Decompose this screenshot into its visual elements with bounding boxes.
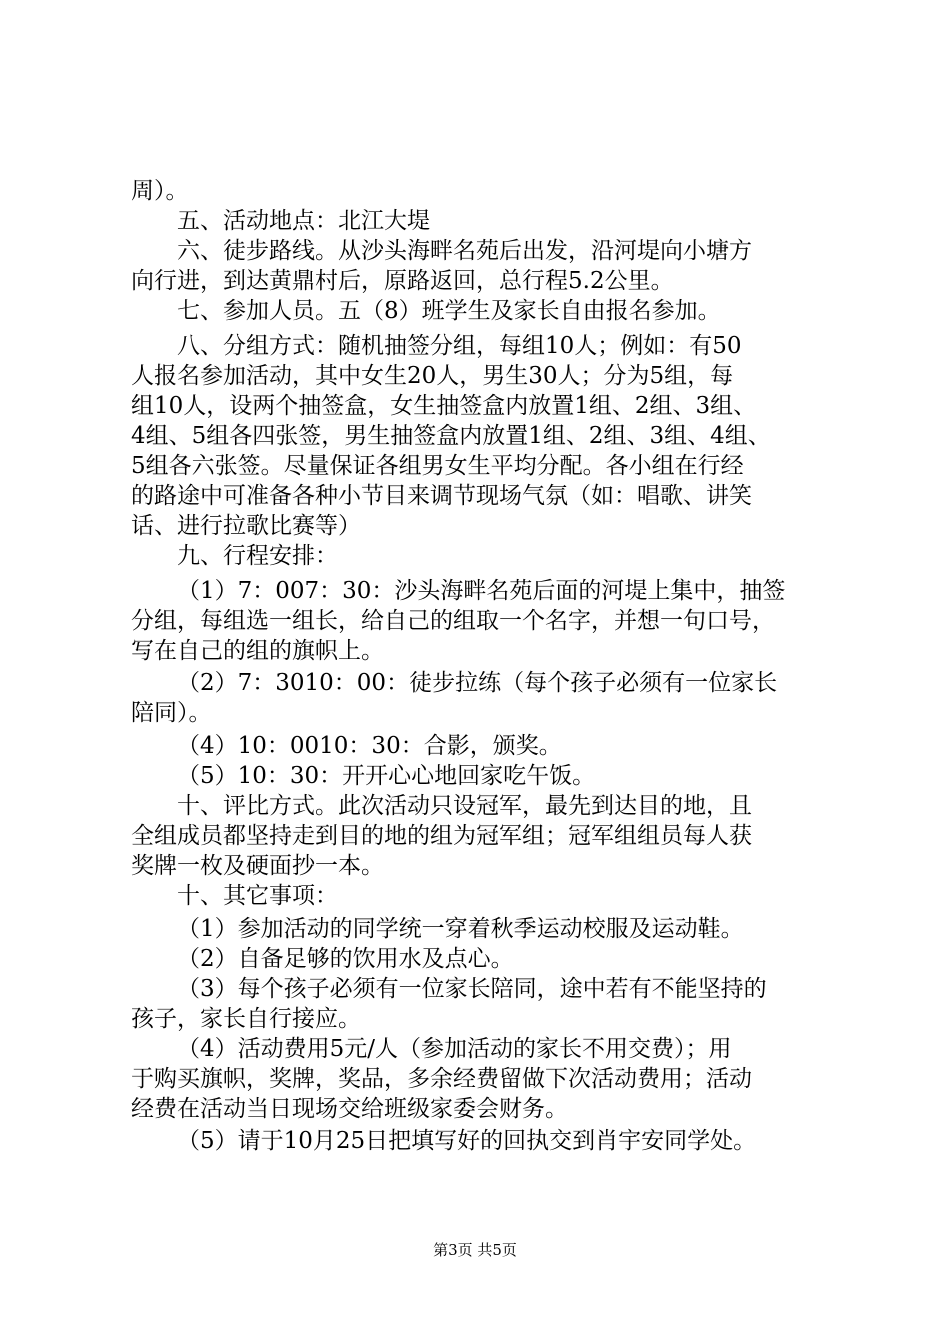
text-line: 陪同）。 — [131, 700, 212, 726]
text-line: 孩子，家长自行接应。 — [131, 1006, 361, 1032]
text-line: 全组成员都坚持走到目的地的组为冠军组；冠军组组员每人获 — [131, 823, 752, 849]
text-line: 九、行程安排： — [177, 543, 338, 569]
text-line: 经费在活动当日现场交给班级家委会财务。 — [131, 1096, 568, 1122]
text-line: 4组、5组各四张签，男生抽签盒内放置1组、2组、3组、4组、 — [131, 423, 771, 449]
text-line: （3）每个孩子必须有一位家长陪同，途中若有不能坚持的 — [177, 976, 767, 1002]
text-line: 人报名参加活动，其中女生20人，男生30人；分为5组，每 — [131, 363, 734, 389]
text-line: 周）。 — [131, 178, 189, 204]
text-line: （5）请于10月25日把填写好的回执交到肖宇安同学处。 — [177, 1128, 757, 1154]
text-line: 5组各六张签。尽量保证各组男女生平均分配。各小组在行经 — [131, 453, 744, 479]
page-number: 第3页 共5页 — [433, 1241, 517, 1259]
text-line: 十、评比方式。此次活动只设冠军，最先到达目的地，且 — [177, 793, 752, 819]
text-line: （2）7：3010：00：徒步拉练（每个孩子必须有一位家长 — [177, 670, 778, 696]
text-line: （1）参加活动的同学统一穿着秋季运动校服及运动鞋。 — [177, 916, 744, 942]
text-line: 向行进，到达黄鼎村后，原路返回，总行程5.2公里。 — [131, 268, 674, 294]
text-line: （2）自备足够的饮用水及点心。 — [177, 946, 514, 972]
text-line: （1）7：007：30：沙头海畔名苑后面的河堤上集中，抽签 — [177, 578, 786, 604]
text-line: 组10人，设两个抽签盒，女生抽签盒内放置1组、2组、3组、 — [131, 393, 757, 419]
text-line: （4）10：0010：30：合影，颁奖。 — [177, 733, 562, 759]
text-line: 八、分组方式：随机抽签分组，每组10人；例如：有50 — [177, 333, 742, 359]
text-line: 写在自己的组的旗帜上。 — [131, 638, 384, 664]
text-line: 十、其它事项： — [177, 883, 338, 909]
text-line: 的路途中可准备各种小节目来调节现场气氛（如：唱歌、讲笑 — [131, 483, 752, 509]
text-line: 五、活动地点：北江大堤 — [177, 208, 430, 234]
text-line: （5）10：30：开开心心地回家吃午饭。 — [177, 763, 596, 789]
text-line: 奖牌一枚及硬面抄一本。 — [131, 853, 384, 879]
text-line: 分组，每组选一组长，给自己的组取一个名字，并想一句口号， — [131, 608, 775, 634]
text-line: 话、进行拉歌比赛等） — [131, 513, 361, 539]
text-line: （4）活动费用5元/人（参加活动的家长不用交费）；用 — [177, 1036, 732, 1062]
text-line: 于购买旗帜，奖牌，奖品，多余经费留做下次活动费用；活动 — [131, 1066, 752, 1092]
text-line: 六、徒步路线。从沙头海畔名苑后出发，沿河堤向小塘方 — [177, 238, 752, 264]
text-line: 七、参加人员。五（8）班学生及家长自由报名参加。 — [177, 298, 721, 324]
